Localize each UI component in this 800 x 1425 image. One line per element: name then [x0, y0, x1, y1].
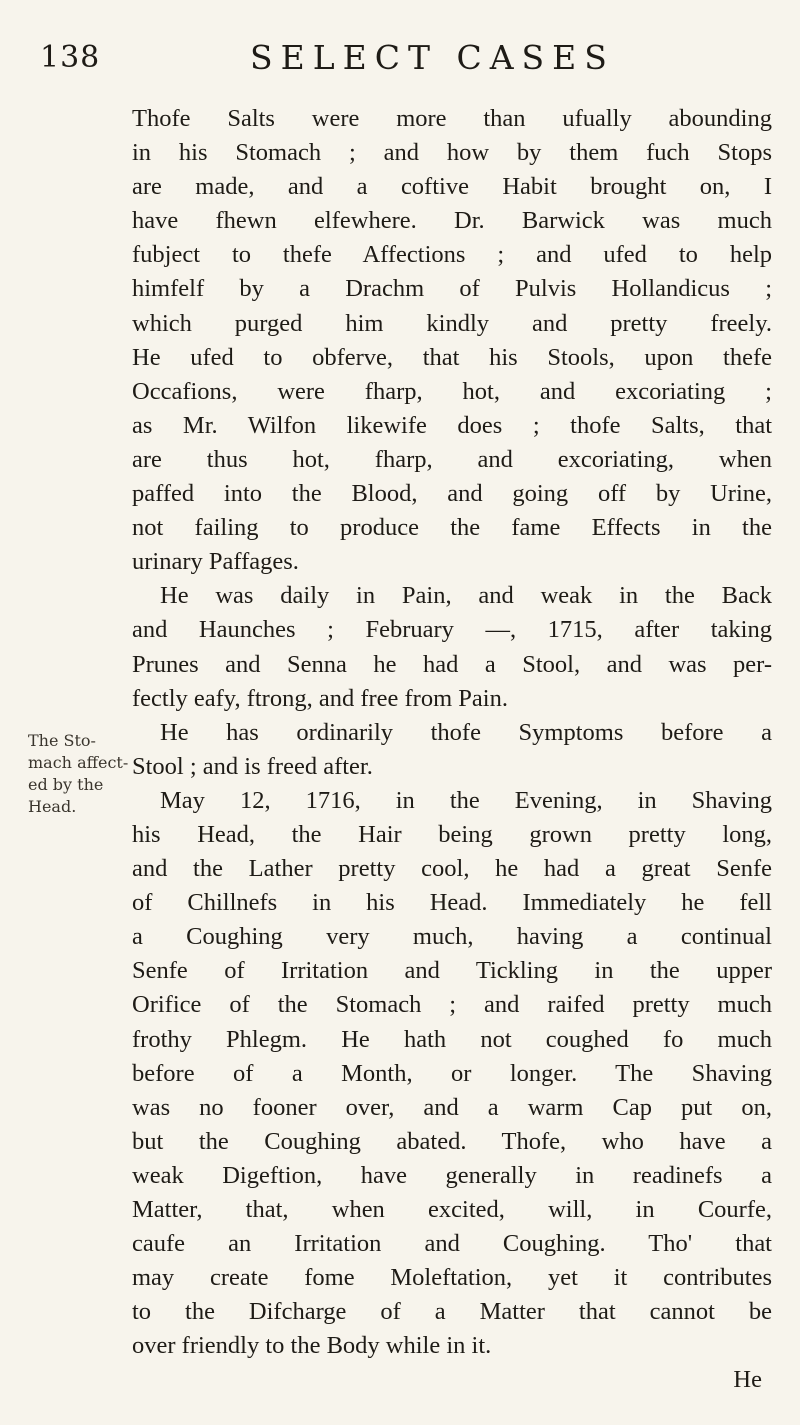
text-line: and Haunches ; February —, 1715, after taking [132, 616, 772, 644]
text-line: have fhewn elfewhere. Dr. Barwick was much [132, 207, 772, 235]
text-line: He ufed to obferve, that his Stools, upon thefe [132, 343, 772, 371]
text-line: Stool ; and is freed after. [132, 752, 373, 780]
text-line: and the Lather pretty cool, he had a great Senfe [132, 855, 772, 883]
text-line: fectly eafy, ftrong, and free from Pain. [132, 684, 508, 712]
text-line: may create fome Moleftation, yet it contributes [132, 1264, 772, 1292]
page-number: 138 [40, 40, 101, 75]
text-line: before of a Month, or longer. The Shaving [132, 1059, 772, 1087]
text-line: weak Digeftion, have generally in readinefs a [132, 1161, 772, 1189]
text-line: Occafions, were fharp, hot, and excoriating ; [132, 377, 772, 405]
margin-note-line: The Sto- [28, 731, 96, 750]
text-line: over friendly to the Body while in it. [132, 1332, 492, 1360]
text-line: himfelf by a Drachm of Pulvis Hollandicus ; [132, 275, 772, 303]
text-line: his Head, the Hair being grown pretty long, [132, 820, 772, 848]
text-line: was no fooner over, and a warm Cap put on, [132, 1093, 772, 1121]
margin-note-line: Head. [28, 797, 77, 816]
text-line: as Mr. Wilfon likewife does ; thofe Salts, that [132, 411, 772, 439]
text-line: are made, and a coftive Habit brought on, I [132, 173, 772, 201]
text-line: urinary Paffages. [132, 548, 299, 576]
text-line: not failing to produce the fame Effects in the [132, 514, 772, 542]
text-line: of Chillnefs in his Head. Immediately he fell [132, 889, 772, 917]
text-line: a Coughing very much, having a continual [132, 923, 772, 951]
text-line: May 12, 1716, in the Evening, in Shaving [160, 786, 772, 814]
text-line: frothy Phlegm. He hath not coughed fo much [132, 1025, 772, 1053]
text-line: Prunes and Senna he had a Stool, and was per- [132, 650, 772, 678]
margin-note-line: ed by the [28, 775, 104, 794]
text-line: Senfe of Irritation and Tickling in the upper [132, 957, 772, 985]
text-line: but the Coughing abated. Thofe, who have a [132, 1127, 772, 1155]
text-line: fubject to thefe Affections ; and ufed to help [132, 241, 772, 269]
text-line: paffed into the Blood, and going off by Urine, [132, 480, 772, 508]
text-line: to the Difcharge of a Matter that cannot be [132, 1298, 772, 1326]
margin-note-line: mach affect- [28, 753, 129, 772]
running-head: SELECT CASES [250, 38, 615, 77]
text-line: Orifice of the Stomach ; and raifed pretty much [132, 991, 772, 1019]
body-text [132, 102, 772, 1398]
text-line: in his Stomach ; and how by them fuch Stops [132, 139, 772, 167]
text-line: are thus hot, fharp, and excoriating, when [132, 445, 772, 473]
text-line: He has ordinarily thofe Symptoms before a [160, 718, 772, 746]
text-line: which purged him kindly and pretty freely. [132, 309, 772, 337]
text-line: Thofe Salts were more than ufually abounding [132, 105, 772, 132]
page-header [0, 18, 800, 78]
text-line: Matter, that, when excited, will, in Courfe, [132, 1196, 772, 1223]
margin-note [28, 730, 129, 818]
text-line: caufe an Irritation and Coughing. Tho' that [132, 1230, 772, 1258]
text-line: He was daily in Pain, and weak in the Back [160, 582, 772, 610]
catchword: He [733, 1366, 762, 1394]
